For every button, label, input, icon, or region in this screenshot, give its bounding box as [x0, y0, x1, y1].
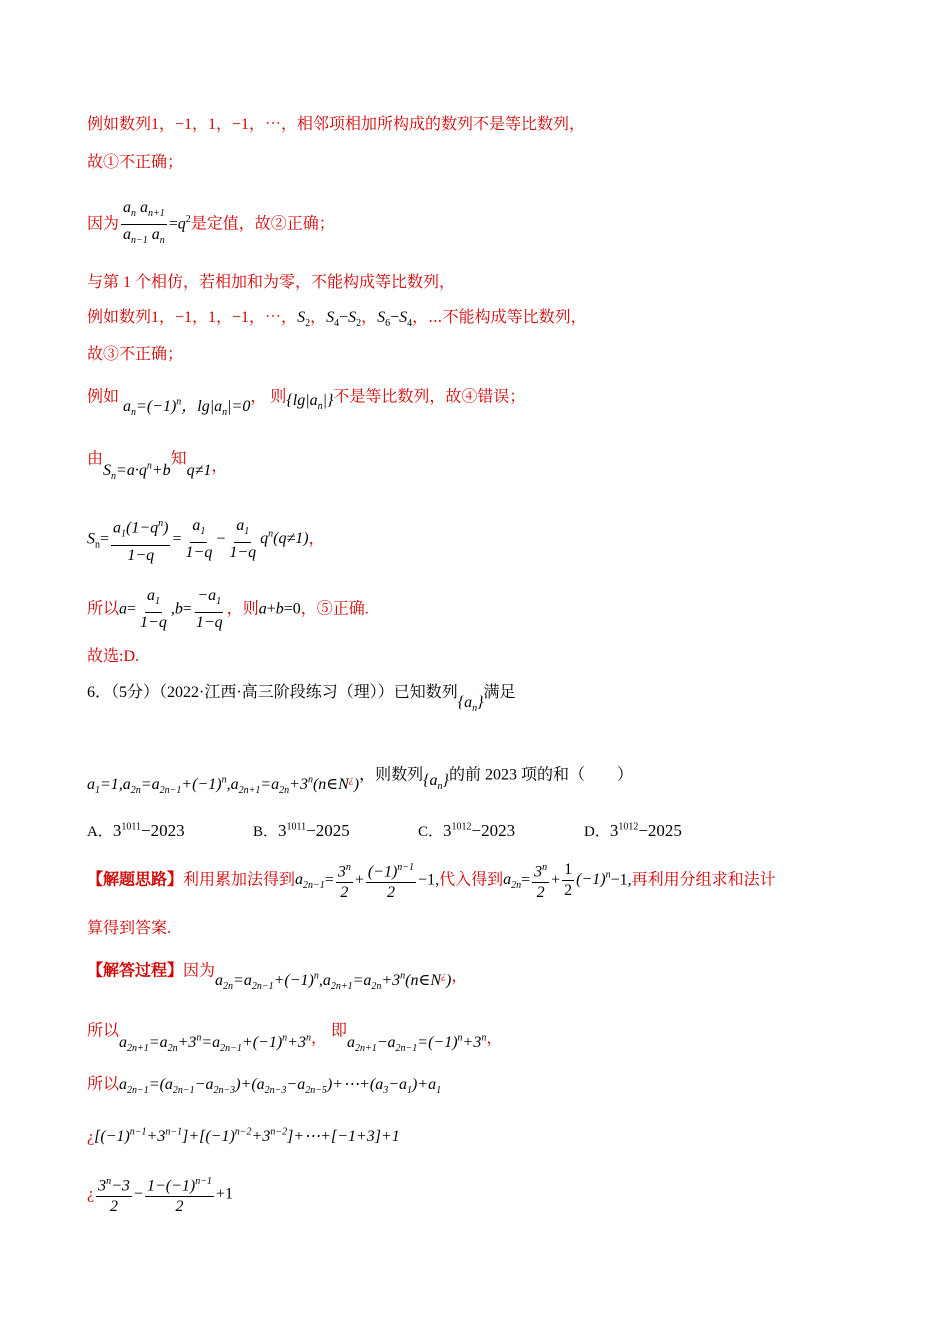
formula-line: 所以$a_{2n-1}=(a_{2n-1}-a_{2n-3})+(a_{2n-3}-a_{2n-5})+\cdots+(a_3-a_1)+a_1$: [87, 1076, 442, 1097]
text-line: 故③不正确；: [87, 346, 184, 363]
solution-idea: 【解题思路】利用累加法得到$a_{2n-1}=$ $\frac{3^n}{2}$ + $\frac{(-1)^{n-1}}{2}$ −1,代入得到$a_{2n}=$ $\frac{3^n}{2}$ + $\frac{1}{2}$ $(-1)^n-1$,再利用分组求和法计: [87, 858, 776, 903]
option-b[interactable]: B．$3^{1011}-2025$: [253, 821, 350, 840]
option-d[interactable]: D．$3^{1012}-2025$: [584, 821, 682, 840]
option-a[interactable]: A．$3^{1011}-2023$: [87, 821, 185, 840]
text-line: 故①不正确；: [87, 154, 184, 171]
option-c[interactable]: C．$3^{1012}-2023$: [418, 821, 516, 840]
formula-line: 所以$a_{2n+1}=a_{2n}+3^n=a_{2n-1}+(-1)^n+3^n$， 即$a_{2n+1}-a_{2n-1}=(-1)^n+3^n$，: [87, 1022, 503, 1055]
question-formula: $a_1=1,a_{2n}=a_{2n-1}+(-1)^n,a_{2n+1}=a_{2n}+3^n(n\in N^¿)$，则数列$\{a_n\}$的前 2023 项的和（ ）: [87, 766, 633, 797]
formula-line: ¿$[(-1)^{n-1}+3^{n-1}]+[(-1)^{n-2}+3^{n-2}]+\cdots+[-1+3]+1$: [87, 1127, 400, 1146]
formula-line: 由$S_n=a\cdot q^n+b$知q≠1，: [87, 450, 228, 483]
text-line: 与第 1 个相仿，若相加和为零，不能构成等比数列，: [87, 274, 456, 291]
formula-line: 例如 $a_n=(-1)^n$，$\lg|a_n|=0$， 则$\{\lg|a_n|\}$不是等比数列，故④错误；: [87, 388, 526, 419]
text-line: 算得到答案.: [87, 920, 172, 937]
formula-line: 所以a= $\frac{a_1}{1-q}$ ,b= $\frac{-a_1}{1-q}$ ，则a+b=0，⑤正确.: [87, 587, 369, 632]
formula-line: 因为 $\frac{a_n a_{n+1}}{a_{n-1} a_n}$ $=q^2$是定值，故②正确；: [87, 199, 335, 247]
formula-line: $S_n=$ $\frac{a_1(1-q^n)}{1-q}$ = $\frac{a_1}{1-q}$ − $\frac{a_1}{1-q}$ $q^n(q\ne 1)$，: [87, 514, 325, 566]
formula-line: ¿ $\frac{3^n-3}{2}$ − $\frac{1-(-1)^{n-1}}{2}$ +1: [87, 1172, 233, 1217]
formula-line: 例如数列1，−1，1，−1，⋯，$S_2$，$S_4-S_2$，$S_6-S_4$，⋯不能构成等比数列，: [87, 309, 587, 330]
text-line: 例如数列1，−1，1，−1，⋯，相邻项相加所构成的数列不是等比数列，: [87, 116, 586, 133]
text-line: 故选:D.: [87, 648, 140, 665]
solution-process: 【解答过程】因为$a_{2n}=a_{2n-1}+(-1)^n,a_{2n+1}=a_{2n}+3^n(n\in N^¿)$，: [87, 962, 468, 993]
question-stem: 6．（5分）（2022·江西·高三阶段练习（理））已知数列$\{a_n\}$满足: [87, 684, 516, 715]
